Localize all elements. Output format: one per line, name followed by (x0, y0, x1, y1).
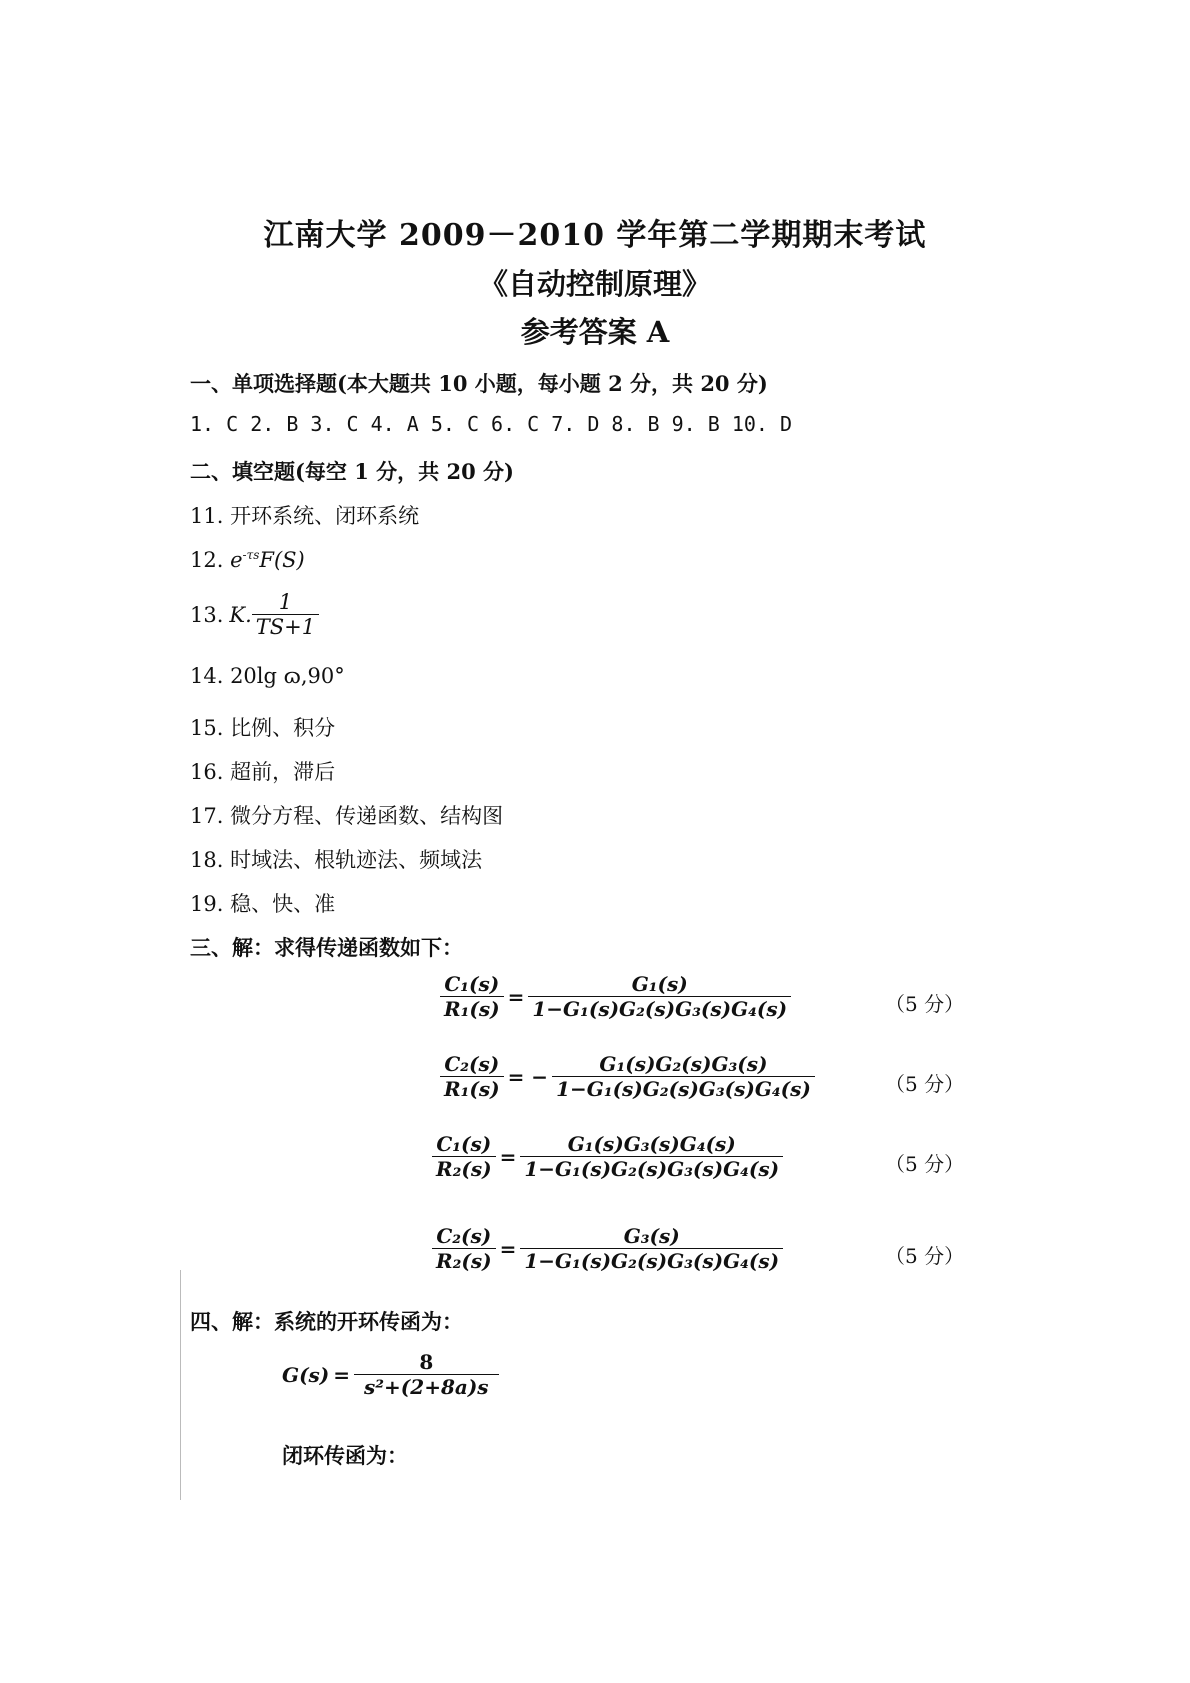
eq3-rhs-denominator: 1−G₁(s)G₂(s)G₃(s)G₄(s) (520, 1156, 783, 1181)
eq4-lhs-numerator: C₂(s) (436, 1224, 492, 1248)
open-loop-sign: = (333, 1362, 351, 1387)
transfer-eq-1 (440, 972, 791, 1021)
eq4-rhs-numerator: G₃(s) (623, 1224, 680, 1248)
eq2-sign: = − (507, 1064, 549, 1089)
fill-item-13 (190, 590, 319, 639)
course-title: 《自动控制原理》 (478, 267, 711, 301)
fill-item-15: 15. 比例、积分 (190, 716, 336, 740)
eq3-sign: = (499, 1144, 517, 1169)
eq1-rhs-numerator: G₁(s) (631, 972, 688, 996)
eq4-sign: = (499, 1236, 517, 1261)
exam-title: 江南大学 2009－2010 学年第二学期期末考试 (263, 218, 927, 253)
eq3-score: （5 分） (885, 1152, 965, 1176)
open-loop-numerator: 8 (419, 1350, 434, 1374)
fill-item-17: 17. 微分方程、传递函数、结构图 (190, 804, 504, 828)
eq4-score: （5 分） (885, 1244, 965, 1268)
item12-exponent: -τs (242, 548, 260, 562)
scan-margin-line (180, 1270, 181, 1500)
fill-item-11: 11. 开环系统、闭环系统 (190, 504, 420, 528)
eq4-lhs-denominator: R₂(s) (432, 1248, 496, 1273)
item12-function: F(S) (259, 548, 305, 572)
item12-number: 12. (190, 548, 224, 572)
closed-loop-label: 闭环传函为： (282, 1443, 408, 1468)
section4-heading: 四、解：系统的开环传函为： (190, 1309, 463, 1334)
fill-item-18: 18. 时域法、根轨迹法、频域法 (190, 848, 483, 872)
item13-number: 13. (190, 602, 224, 627)
transfer-eq-3 (432, 1132, 783, 1181)
fill-item-16: 16. 超前，滞后 (190, 760, 336, 784)
item13-gain: K. (229, 602, 252, 627)
item13-denominator: TS+1 (252, 614, 319, 639)
eq4-rhs-denominator: 1−G₁(s)G₂(s)G₃(s)G₄(s) (520, 1248, 783, 1273)
section2-heading: 二、填空题(每空 1 分，共 20 分) (190, 459, 514, 484)
section1-heading: 一、单项选择题(本大题共 10 小题，每小题 2 分，共 20 分) (190, 371, 768, 396)
fill-item-14: 14. 20lg ɷ,90° (190, 664, 345, 688)
eq3-lhs-numerator: C₁(s) (436, 1132, 492, 1156)
eq1-lhs-numerator: C₁(s) (444, 972, 500, 996)
eq1-sign: = (507, 984, 525, 1009)
eq2-lhs-numerator: C₂(s) (444, 1052, 500, 1076)
item12-base: e (230, 548, 243, 572)
item13-numerator: 1 (278, 590, 293, 614)
eq2-rhs-denominator: 1−G₁(s)G₂(s)G₃(s)G₄(s) (552, 1076, 815, 1101)
choice-answers: 1. C 2. B 3. C 4. A 5. C 6. C 7. D 8. B 9. B 10. D (190, 412, 793, 436)
eq2-lhs-denominator: R₁(s) (440, 1076, 504, 1101)
eq3-lhs-denominator: R₂(s) (432, 1156, 496, 1181)
fill-item-19: 19. 稳、快、准 (190, 892, 336, 916)
eq2-score: （5 分） (885, 1072, 965, 1096)
section3-heading: 三、解：求得传递函数如下： (190, 935, 463, 960)
transfer-eq-2 (440, 1052, 815, 1101)
open-loop-lhs: G(s) (282, 1362, 330, 1387)
eq2-rhs-numerator: G₁(s)G₂(s)G₃(s) (599, 1052, 768, 1076)
eq3-rhs-numerator: G₁(s)G₃(s)G₄(s) (567, 1132, 736, 1156)
open-loop-transfer (282, 1350, 499, 1399)
eq1-score: （5 分） (885, 992, 965, 1016)
eq1-lhs-denominator: R₁(s) (440, 996, 504, 1021)
eq1-rhs-denominator: 1−G₁(s)G₂(s)G₃(s)G₄(s) (528, 996, 791, 1021)
item13-fraction (252, 590, 319, 639)
transfer-eq-4 (432, 1224, 783, 1273)
open-loop-denominator: s²+(2+8a)s (354, 1374, 499, 1399)
answer-subtitle: 参考答案 A (520, 315, 670, 349)
fill-item-12 (190, 548, 305, 572)
